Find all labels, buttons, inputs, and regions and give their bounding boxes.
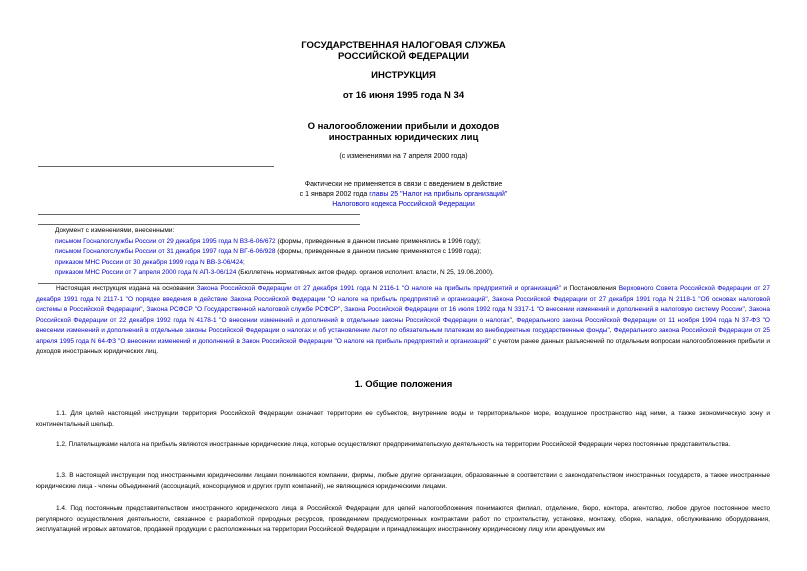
law-link[interactable]: Закона Российской Федерации от 27 декабря 1991 года N 2116-1 "О налоге на прибыль предприятий и организаций": [196, 285, 561, 292]
law-link[interactable]: Закона Российской Федерации от 27 декабря 1991 года N 2118-1 "Об основах налоговой системы в Российской Федерации": [36, 295, 770, 313]
law-link[interactable]: Федерального закона Российской Федерации от 11 ноября 1994 года N 37-ФЗ "О внесении изменений и дополнений в отдельные законы Российской Федерации о налогах и об установлении льгот по обязательным платежам во внебюджетные государственные фонды": [36, 316, 770, 334]
agency-line-2: РОССИЙСКОЙ ФЕДЕРАЦИИ: [337, 51, 469, 62]
paragraph-1-4: 1.4. Под постоянным представительством иностранного юридического лица в Российской Федерации для целей налогообложения понимаются филиал, отделение, бюро, контора, агентство, любое другое постоянное место регулярного осуществления деятельности, связанное с разработкой природных ресурсов, проведением предусмотренных контрактами работ по строительству, установке, монтажу, сборке, наладке, обслуживанию оборудования, эксплуатацией игровых автоматов, продажей продукции с расположенных на территории Российской Федерации и принадлежащих иностранному юридическому лицу или арендуемых им: [36, 505, 770, 533]
agency-line-1: ГОСУДАРСТВЕННАЯ НАЛОГОВАЯ СЛУЖБА: [301, 40, 506, 51]
law-link[interactable]: Федерального закона Российской Федерации от 25 апреля 1995 года N 64-ФЗ "О внесении изменений и дополнений в Закон Российской Федерации "О налоге на прибыль предприятий и организаций": [36, 327, 770, 345]
law-link[interactable]: Закона Российской Федерации от 16 июля 1992 года N 3317-1 "О внесении изменений и дополнений в налоговую систему России": [344, 306, 745, 313]
paragraph-1-2: 1.2. Плательщиками налога на прибыль являются иностранные юридические лица, которые осуществляют предпринимательскую деятельность на территории Российской Федерации через постоянные представительства.: [56, 441, 731, 448]
status-line-1: Фактически не применяется в связи с введением в действие: [304, 181, 503, 188]
title-line-2: иностранных юридических лиц: [328, 132, 479, 143]
amendments-list: [55, 226, 770, 279]
agency-heading: [0, 40, 807, 62]
list-item: приказом МНС России от 30 декабря 1999 года N ВВ-3-06/424;: [55, 258, 245, 266]
amendment-link[interactable]: приказом МНС России от 30 декабря 1999 года N ВВ-3-06/424: [55, 258, 243, 266]
divider: [38, 214, 360, 215]
amendment-link[interactable]: приказом МНС России от 7 апреля 2000 года N АП-3-06/124: [55, 269, 237, 276]
paragraph-1-3: 1.3. В настоящей инструкции под иностранными юридическими лицами понимаются компании, фирмы, любые другие организации, образованные в соответствии с законодательством иностранных государств, а также иностранные юридические лица - члены объединений (ассоциаций, консорциумов и других групп компаний), не являющиеся юридическими лицами.: [36, 472, 770, 490]
divider: [38, 166, 274, 167]
paragraph-1-1: 1.1. Для целей настоящей инструкции территория Российской Федерации означает территории ее субъектов, внутренние воды и территориальное море, воздушное пространство над ними, а также экономическую зону и континентальный шельф.: [36, 410, 770, 428]
law-link[interactable]: Закона Российской Федерации от 22 декабря 1992 года N 4178-1 "О внесении изменений и дополнений в отдельные законы Российской Федерации о налогах": [36, 306, 770, 324]
law-link[interactable]: Закона РСФСР "О Государственной налоговой службе РСФСР": [146, 306, 341, 313]
tax-code-link[interactable]: Налогового кодекса Российской Федерации: [332, 201, 475, 208]
status-note: [0, 180, 807, 210]
list-item: письмом Госналогслужбы России от 29 декабря 1995 года N ВЗ-6-06/672 (формы, приведенные в данном письме применялись в 1996 году);: [55, 237, 481, 245]
doc-date: от 16 июня 1995 года N 34: [342, 90, 465, 101]
amendments-intro: Документ с изменениями, внесенными:: [55, 227, 175, 234]
list-item: письмом Госналогслужбы России от 31 декабря 1997 года N ВГ-6-06/928 (формы, приведенные в данном письме применяются с 1998 года);: [55, 248, 482, 255]
amendment-note: (с изменениями на 7 апреля 2000 года): [339, 153, 468, 160]
divider: [38, 224, 360, 225]
preamble-paragraph: Настоящая инструкция издана на основании Закона Российской Федерации от 27 декабря 1991 года N 2116-1 "О налоге на прибыль предприятий и организаций" и Постановления Верховного Совета Российской Федерации от 27 декабря 1991 года N 2117-1 "О порядке введения в действие Закона Российской Федерации "О налоге на прибыль предприятий и организаций", Закона Российской Федерации от 27 декабря 1991 года N 2118-1 "Об основах налоговой системы в Российской Федерации", Закона РСФСР "О Государственной налоговой службе РСФСР", Закона Российской Федерации от 16 июля 1992 года N 3317-1 "О внесении изменений и дополнений в налоговую систему России", Закона Российской Федерации от 22 декабря 1992 года N 4178-1 "О внесении изменений и дополнений в отдельные законы Российской Федерации о налогах", Федерального закона Российской Федерации от 11 ноября 1994 года N 37-ФЗ "О внесении изменений и дополнений в отдельные законы Российской Федерации о налогах и об установлении льгот по обязательным платежам во внебюджетные государственные фонды", Федерального закона Российской Федерации от 25 апреля 1995 года N 64-ФЗ "О внесении изменений и дополнений в Закон Российской Федерации "О налоге на прибыль предприятий и организаций" с учетом ранее данных разъяснений по отдельным вопросам налогообложения прибыли и доходов иностранных юридических лиц.: [36, 285, 770, 355]
list-item: приказом МНС России от 7 апреля 2000 года N АП-3-06/124 (Бюллетень нормативных актов федер. органов исполнит. власти, N 25, 19.06.2000).: [55, 269, 494, 276]
section-heading: 1. Общие положения: [354, 379, 453, 390]
tax-code-chapter-link[interactable]: главы 25 "Налог на прибыль организаций": [369, 191, 508, 198]
amendment-link[interactable]: письмом Госналогслужбы России от 29 декабря 1995 года N ВЗ-6-06/672: [55, 237, 276, 245]
status-line-2-prefix: с 1 января 2002 года: [299, 191, 370, 198]
law-link[interactable]: Верховного Совета Российской Федерации от 27 декабря 1991 года N 2117-1 "О порядке введения в действие Закона Российской Федерации "О налоге на прибыль предприятий и организаций": [36, 285, 770, 303]
amendment-link[interactable]: письмом Госналогслужбы России от 31 декабря 1997 года N ВГ-6-06/928: [55, 248, 276, 255]
doc-type: ИНСТРУКЦИЯ: [371, 70, 436, 81]
title-line-1: О налогообложении прибыли и доходов: [307, 121, 500, 132]
doc-title: [0, 121, 807, 143]
